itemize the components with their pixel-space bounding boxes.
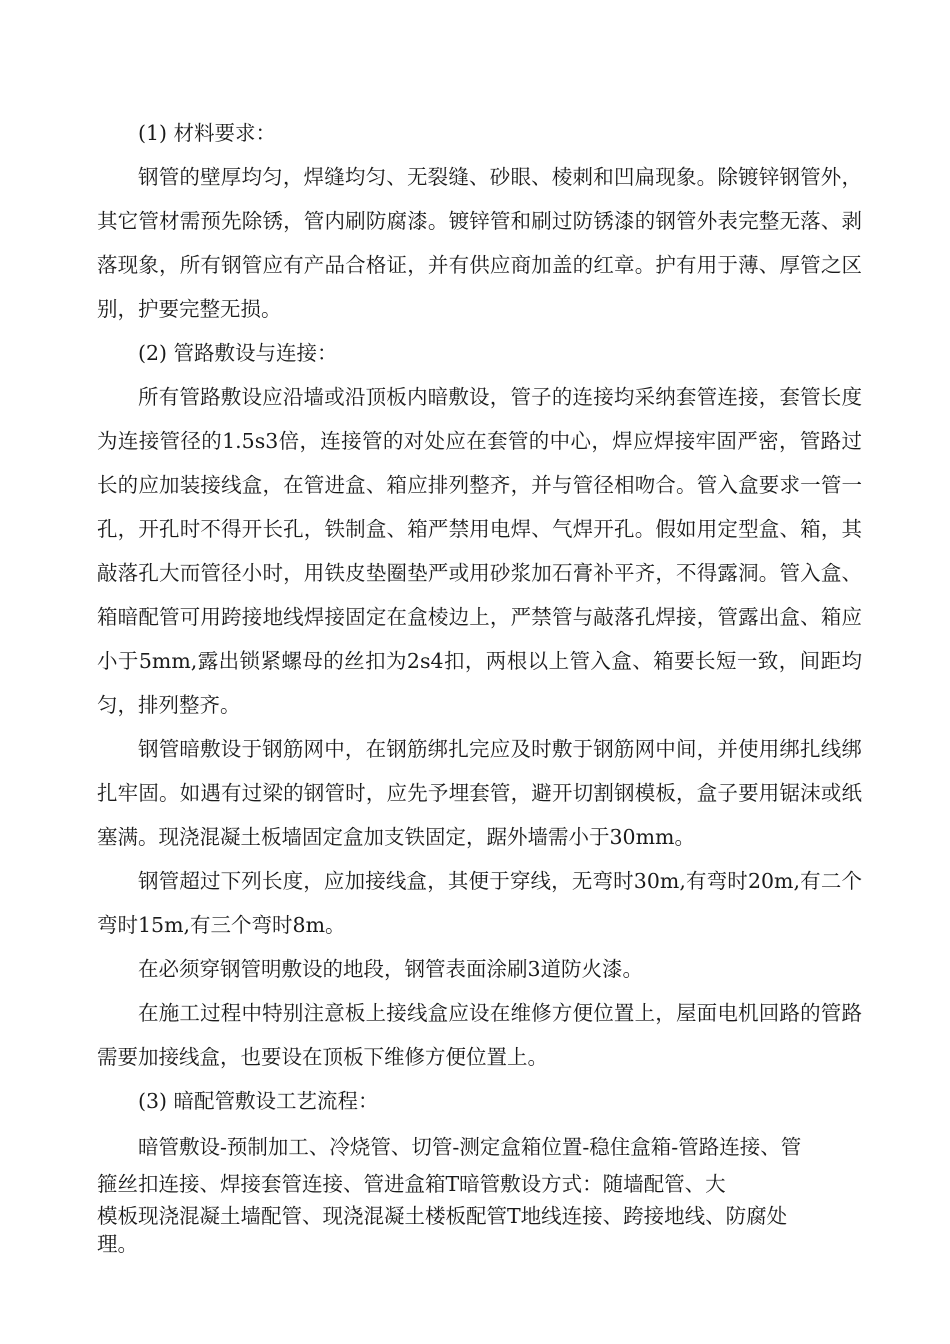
paragraph-pipe-laying-1: 所有管路敷设应沿墙或沿顶板内暗敷设，管子的连接均采纳套管连接，套管长度为连接管径的1.5s3倍，连接管的对处应在套管的中心，焊应焊接牢固严密，管路过长的应加装接线盒，在管进盒、箱应排列整齐，并与管径相吻合。管入盒要求一管一孔，开孔时不得开长孔，铁制盒、箱严禁用电焊、气焊开孔。假如用定型盒、箱，其敲落孔大而管径小时，用铁皮垫圈垫严或用砂浆加石膏补平齐，不得露洞。管入盒、箱暗配管可用跨接地线焊接固定在盒棱边上，严禁管与敲落孔焊接，管露出盒、箱应小于5mm,露出锁紧螺母的丝扣为2s4扣，两根以上管入盒、箱要长短一致，间距均匀，排列整齐。: [97, 385, 862, 717]
paragraph-pipe-laying-3: 钢管超过下列长度，应加接线盒，其便于穿线，无弯时30m,有弯时20m,有二个弯时15m,有三个弯时8m。: [97, 869, 862, 937]
process-line-4: 理。: [97, 1232, 138, 1256]
section-heading-pipe-laying: (2) 管路敷设与连接：: [138, 341, 338, 365]
paragraph-pipe-laying-5: 在施工过程中特别注意板上接线盒应设在维修方便位置上，屋面电机回路的管路需要加接线盒，也要设在顶板下维修方便位置上。: [97, 1001, 862, 1069]
paragraph-pipe-laying-2: 钢管暗敷设于钢筋网中，在钢筋绑扎完应及时敷于钢筋网中间，并使用绑扎线绑扎牢固。如遇有过梁的钢管时，应先予埋套管，避开切割钢模板，盒子要用锯沫或纸塞满。现浇混凝土板墙固定盒加支铁固定，踞外墙需小于30mm。: [97, 737, 862, 849]
paragraph-process: [97, 1125, 862, 1255]
paragraph-pipe-laying-4: 在必须穿钢管明敷设的地段，钢管表面涂刷3道防火漆。: [138, 957, 644, 981]
top-margin: [97, 0, 862, 111]
process-line-3: 模板现浇混凝土墙配管、现浇混凝土楼板配管T地线连接、跨接地线、防腐处: [97, 1204, 788, 1228]
paragraph-materials: 钢管的壁厚均匀，焊缝均匀、无裂缝、砂眼、棱刺和凹扁现象。除镀锌钢管外，其它管材需预先除锈，管内刷防腐漆。镀锌管和刷过防锈漆的钢管外表完整无落、剥落现象，所有钢管应有产品合格证，并有供应商加盖的红章。护有用于薄、厚管之区别，护要完整无损。: [97, 165, 862, 321]
process-line-2: 箍丝扣连接、焊接套管连接、管进盒箱T暗管敷设方式：随墙配管、大: [97, 1172, 726, 1196]
document-page: [97, 0, 862, 1255]
section-heading-process: (3) 暗配管敷设工艺流程：: [138, 1089, 379, 1113]
process-line-1: 暗管敷设-预制加工、冷烧管、切管-测定盒箱位置-稳住盒箱-管路连接、管: [138, 1135, 802, 1159]
section-heading-materials: (1) 材料要求：: [138, 121, 277, 145]
